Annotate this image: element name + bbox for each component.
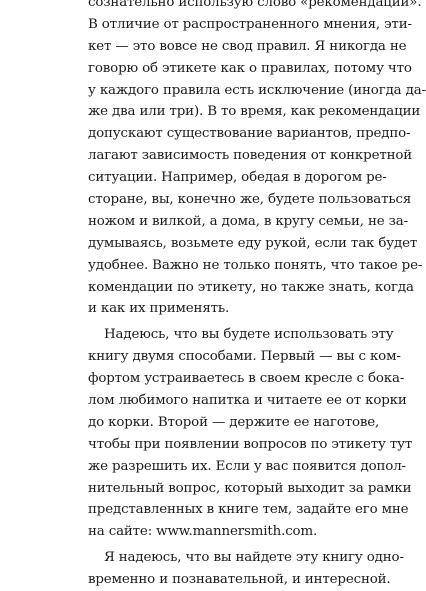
text-line: допускают существование вариантов, предпо- bbox=[88, 126, 411, 142]
text-line: книгу двумя способами. Первый — вы с ком- bbox=[88, 349, 401, 365]
text-line: фортом устраиваетесь в своем кресле с бока- bbox=[88, 371, 405, 387]
text-line: думываясь, возьмете еду рукой, если так будет bbox=[88, 235, 418, 251]
text-line: В отличие от распространенного мнения, эти- bbox=[88, 16, 412, 32]
text-line: кет — это вовсе не свод правил. Я никогда не bbox=[88, 38, 407, 54]
text-line: нительный вопрос, который выходит за рамки bbox=[88, 480, 412, 496]
text-line: сознательно использую слово «рекомендации». bbox=[88, 0, 422, 10]
text-line: и как их применять. bbox=[88, 301, 230, 317]
paragraph-2 bbox=[88, 324, 413, 543]
text-line: удобнее. Важно не только понять, что такое ре- bbox=[88, 257, 423, 273]
text-line: ситуации. Например, обедая в дорогом ре- bbox=[88, 170, 387, 186]
paragraph-3 bbox=[88, 547, 404, 591]
text-line: у каждого правила есть исключение (иногда да- bbox=[88, 82, 426, 98]
text-line: лагают зависимость поведения от конкретной bbox=[88, 148, 413, 164]
body-text bbox=[88, 0, 426, 591]
paragraph-1 bbox=[88, 0, 426, 320]
text-line: на сайте: www.mannersmith.com. bbox=[88, 524, 318, 540]
text-line: до корки. Второй — держите ее наготове, bbox=[88, 414, 380, 430]
text-line: ножом и вилкой, а дома, в кругу семьи, не за- bbox=[88, 213, 409, 229]
text-line: же два или три). В то время, как рекомендации bbox=[88, 104, 421, 120]
text-line: временно и познавательной, и интересной. bbox=[88, 572, 391, 588]
text-line: Надеюсь, что вы будете использовать эту bbox=[104, 327, 394, 343]
text-line: же разрешить их. Если у вас появится допол- bbox=[88, 458, 406, 474]
text-line: комендации по этикету, но также знать, когда bbox=[88, 279, 414, 295]
text-line: говорю об этикете как о правилах, потому что bbox=[88, 60, 412, 76]
text-line: Я надеюсь, что вы найдете эту книгу одно- bbox=[104, 550, 404, 566]
text-line: лом любимого напитка и читаете ее от корки bbox=[88, 393, 407, 409]
text-line: чтобы при появлении вопросов по этикету тут bbox=[88, 436, 413, 452]
text-line: сторане, вы, конечно же, будете пользоваться bbox=[88, 192, 412, 208]
text-line: представленных в книге тем, задайте его мне bbox=[88, 502, 409, 518]
